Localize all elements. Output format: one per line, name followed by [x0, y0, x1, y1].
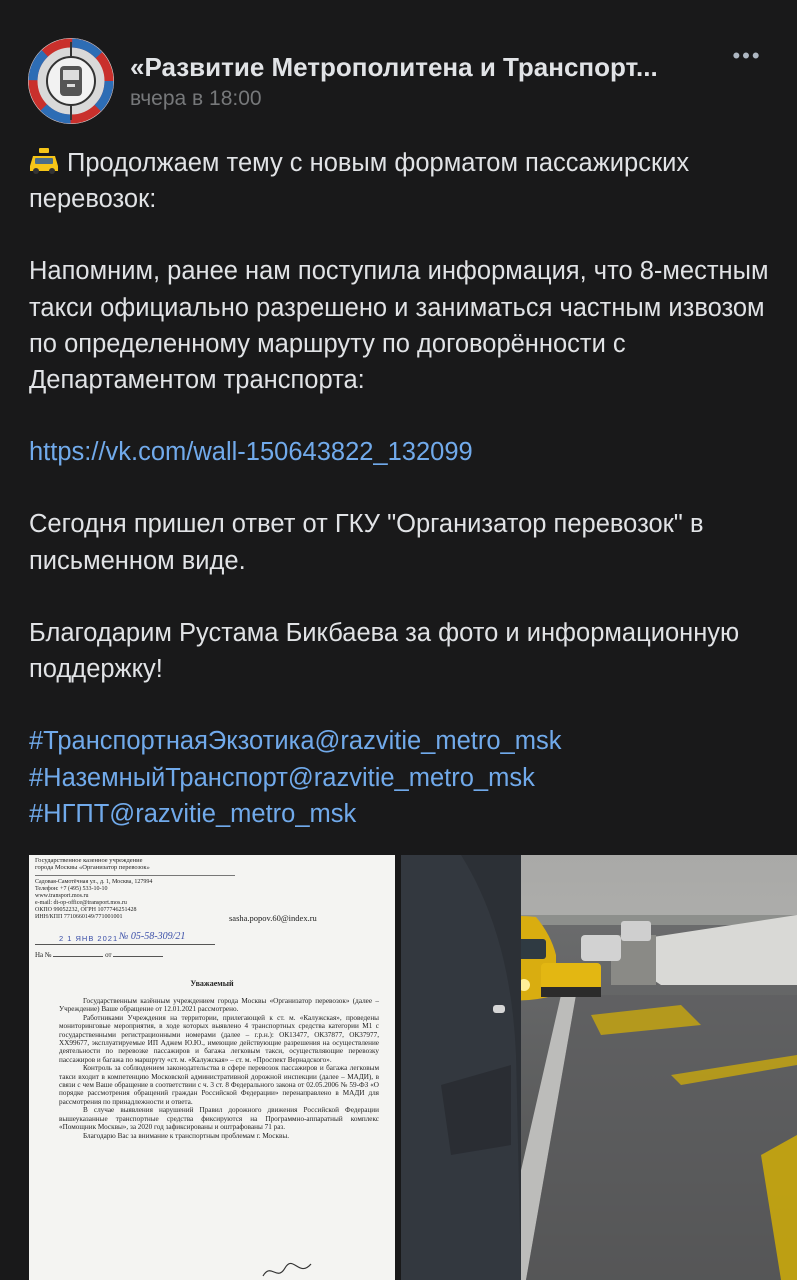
group-avatar[interactable] [28, 38, 114, 124]
doc-number: № 05-58-309/21 [119, 931, 186, 942]
post-text [29, 145, 774, 833]
doc-paragraph: Контроль за соблюдением законодательства в сфере перевозок пассажиров и багажа легковым такси входит в компетенцию Московской административной дорожной инспекции (далее – МАДИ), в связи с чем Ваше обращение в соответствии с ч. 3 ст. 8 Федерального закона от 02.05.2006 № 59-ФЗ «О порядке рассмотрения обращений граждан Российской Федерации» перенаправлено в МАДИ для рассмотрения по принадлежности и ответа. [59, 1064, 379, 1106]
hashtag-link[interactable]: #ТранспортнаяЭкзотика@razvitie_metro_msk [29, 727, 562, 756]
post-link-text[interactable]: https://vk.com/wall-150643822_132099 [29, 438, 473, 467]
doc-ot: от [105, 951, 112, 959]
doc-org-line: города Москвы «Организатор перевозок» [35, 864, 150, 872]
hashtag-link[interactable]: #НГПТ@razvitie_metro_msk [29, 800, 357, 829]
hashtag-link[interactable]: #НаземныйТранспорт@razvitie_metro_msk [29, 763, 535, 792]
doc-paragraph: В случае выявления нарушений Правил дорожного движения Российской Федерации вышеуказанные транспортные средства фиксируются на Программно-аппаратный комплекс «Помощник Москвы», за 2020 год зафиксированы и оштрафованы 71 раз. [59, 1106, 379, 1132]
group-name[interactable]: «Развитие Метрополитена и Транспорт... [130, 52, 658, 82]
paragraph-2: Напомним, ранее нам поступила информация, что 8-местным такси официально разрешено и заниматься частным извозом по определенному маршруту по договорённости с Департаментом транспорта: [29, 257, 769, 395]
post-link[interactable] [29, 434, 774, 470]
street-photo[interactable] [401, 855, 797, 1280]
taxi-emoji-icon [29, 148, 59, 174]
doc-org-line: Государственное казенное учреждение [35, 857, 143, 864]
doc-paragraph: Государственным казённым учреждением города Москвы «Организатор перевозок» (далее – Учреждение) Ваше обращение от 12.01.2021 рассмотрено. [59, 997, 379, 1014]
post-time[interactable]: вчера в 18:00 [130, 87, 262, 110]
post-header [0, 0, 797, 130]
post-attachments [0, 855, 797, 1280]
document-photo[interactable] [29, 855, 395, 1280]
paragraph-1-text: Продолжаем тему с новым форматом пассажирских перевозок: [29, 149, 690, 214]
more-dots-icon[interactable]: ••• [732, 43, 762, 68]
paragraph-4: Благодарим Рустама Бикбаева за фото и информационную поддержку! [29, 618, 740, 684]
doc-date-stamp: 2 1 ЯНВ 2021 [59, 934, 119, 943]
doc-paragraph: Благодарю Вас за внимание к транспортным проблемам г. Москвы. [83, 1131, 290, 1140]
doc-address: Садовая-Самотёчная ул., д. 1, Москва, 127994 [35, 879, 153, 885]
doc-greeting: Уважаемый [190, 979, 234, 988]
paragraph-3: Сегодня пришел ответ от ГКУ "Организатор перевозок" в письменном виде. [29, 510, 704, 575]
doc-na-no: На № [35, 951, 52, 959]
doc-okpo: ОКПО 99052232, ОГРН 1077746251428 [35, 906, 137, 913]
hashtags [29, 723, 774, 833]
doc-site: www.transport.mos.ru [35, 892, 89, 899]
doc-phone: Телефон: +7 (495) 533-10-10 [35, 885, 108, 892]
doc-recipient: sasha.popov.60@index.ru [229, 913, 317, 923]
doc-paragraph: Работниками Учреждения на территории, прилегающей к ст. м. «Калужская», проведены мониторинговые мероприятия, в ходе которых выявлено 4 транспортных средства категории M1 с государственными регистрационными номерами (далее – г.р.н.): ОК13477, ОК37877, ОК37977, ХХ99677, эксплуатируемые ИП Аджем Ю.Ю., имеющие действующие разрешения на осуществление деятельности по перевозке пассажиров и багажа легковым такси, осуществляющие перевозку пассажиров и багажа по маршруту «ст. м. «Калужская» – ст. м. «Проспект Вернадского». [59, 1013, 379, 1064]
doc-email: e-mail: dt-op-office@transport.mos.ru [35, 899, 127, 906]
signature-icon [259, 1260, 319, 1280]
doc-inn: ИНН/КПП 7710660149/771001001 [35, 913, 123, 920]
paragraph-1 [29, 145, 774, 217]
